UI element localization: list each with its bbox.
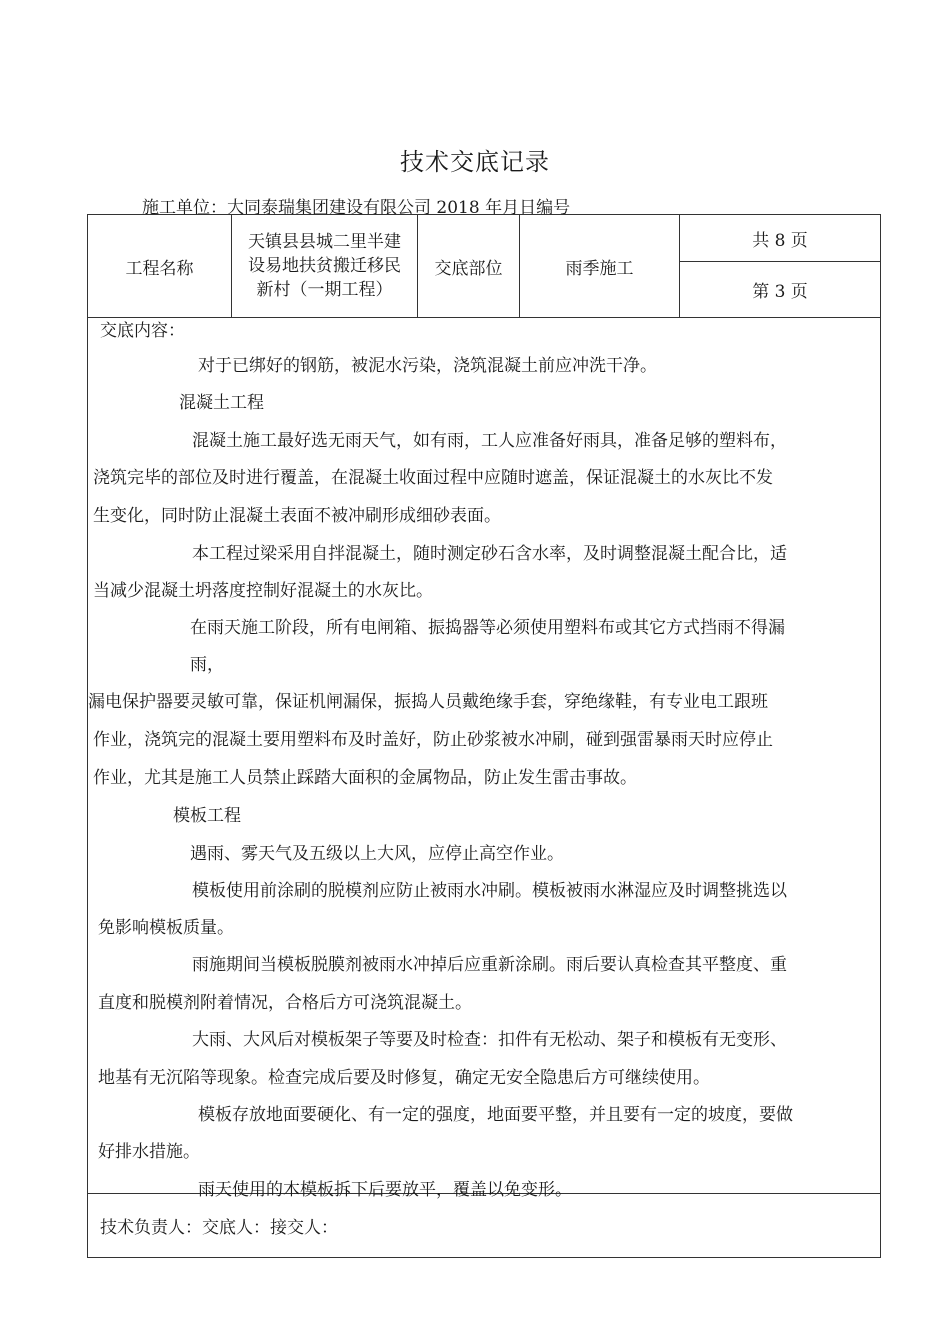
part-value: 雨季施工 xyxy=(520,215,680,318)
content-line: 作业，尤其是施工人员禁止踩踏大面积的金属物品，防止发生雷击事故。 xyxy=(93,768,637,788)
content-line: 雨， xyxy=(190,655,224,675)
project-name-value xyxy=(232,215,418,318)
content-line: 好排水措施。 xyxy=(98,1142,200,1162)
content-cell xyxy=(88,318,881,1200)
project-name-line: 天镇县县城二里半建 xyxy=(248,232,401,252)
content-line: 生变化，同时防止混凝土表面不被冲刷形成细砂表面。 xyxy=(93,506,501,526)
document-subtitle: 施工单位：大同泰瑞集团建设有限公司 2018 年月日编号 xyxy=(142,198,571,218)
project-name-line: 设易地扶贫搬迁移民 xyxy=(248,256,401,276)
total-pages: 共 8 页 xyxy=(680,215,881,262)
content-heading: 交底内容： xyxy=(100,321,185,341)
content-line: 作业，浇筑完的混凝土要用塑料布及时盖好，防止砂浆被水冲刷，碰到强雷暴雨天时应停止 xyxy=(93,730,773,750)
content-line: 地基有无沉陷等现象。检查完成后要及时修复，确定无安全隐患后方可继续使用。 xyxy=(98,1068,710,1088)
content-line: 混凝土施工最好选无雨天气，如有雨，工人应准备好雨具，准备足够的塑料布， xyxy=(192,431,787,451)
content-line: 浇筑完毕的部位及时进行覆盖，在混凝土收面过程中应随时遮盖，保证混凝土的水灰比不发 xyxy=(93,468,773,488)
content-body xyxy=(88,318,880,1200)
content-line: 在雨天施工阶段，所有电闸箱、振捣器等必须使用塑料布或其它方式挡雨不得漏 xyxy=(190,618,785,638)
record-table xyxy=(87,214,881,1258)
content-line: 雨天使用的木模板拆下后要放平，覆盖以免变形。 xyxy=(198,1180,572,1200)
section-heading: 混凝土工程 xyxy=(179,393,264,413)
content-line: 对于已绑好的钢筋，被泥水污染，浇筑混凝土前应冲洗干净。 xyxy=(198,356,657,376)
content-line: 大雨、大风后对模板架子等要及时检查：扣件有无松动、架子和模板有无变形、 xyxy=(192,1030,787,1050)
content-line: 本工程过梁采用自拌混凝土，随时测定砂石含水率，及时调整混凝土配合比，适 xyxy=(192,544,787,564)
signature-row: 技术负责人：交底人：接交人： xyxy=(88,1194,881,1258)
content-line: 雨施期间当模板脱膜剂被雨水冲掉后应重新涂刷。雨后要认真检查其平整度、重 xyxy=(192,955,787,975)
content-line: 直度和脱模剂附着情况，合格后方可浇筑混凝土。 xyxy=(98,993,472,1013)
document-title: 技术交底记录 xyxy=(400,148,550,176)
project-name-label: 工程名称 xyxy=(88,215,232,318)
project-name-line: 新村（一期工程） xyxy=(256,280,393,300)
content-line: 当减少混凝土坍落度控制好混凝土的水灰比。 xyxy=(93,581,433,601)
content-line: 免影响模板质量。 xyxy=(98,918,234,938)
section-heading: 模板工程 xyxy=(173,806,241,826)
part-label: 交底部位 xyxy=(418,215,520,318)
page-number: 第 3 页 xyxy=(680,262,881,318)
content-line: 模板存放地面要硬化、有一定的强度，地面要平整，并且要有一定的坡度，要做 xyxy=(198,1105,793,1125)
content-line: 模板使用前涂刷的脱模剂应防止被雨水冲刷。模板被雨水淋湿应及时调整挑选以 xyxy=(192,881,787,901)
content-line: 遇雨、雾天气及五级以上大风，应停止高空作业。 xyxy=(190,844,564,864)
content-line: 漏电保护器要灵敏可靠，保证机闸漏保，振捣人员戴绝缘手套，穿绝缘鞋，有专业电工跟班 xyxy=(88,692,768,712)
